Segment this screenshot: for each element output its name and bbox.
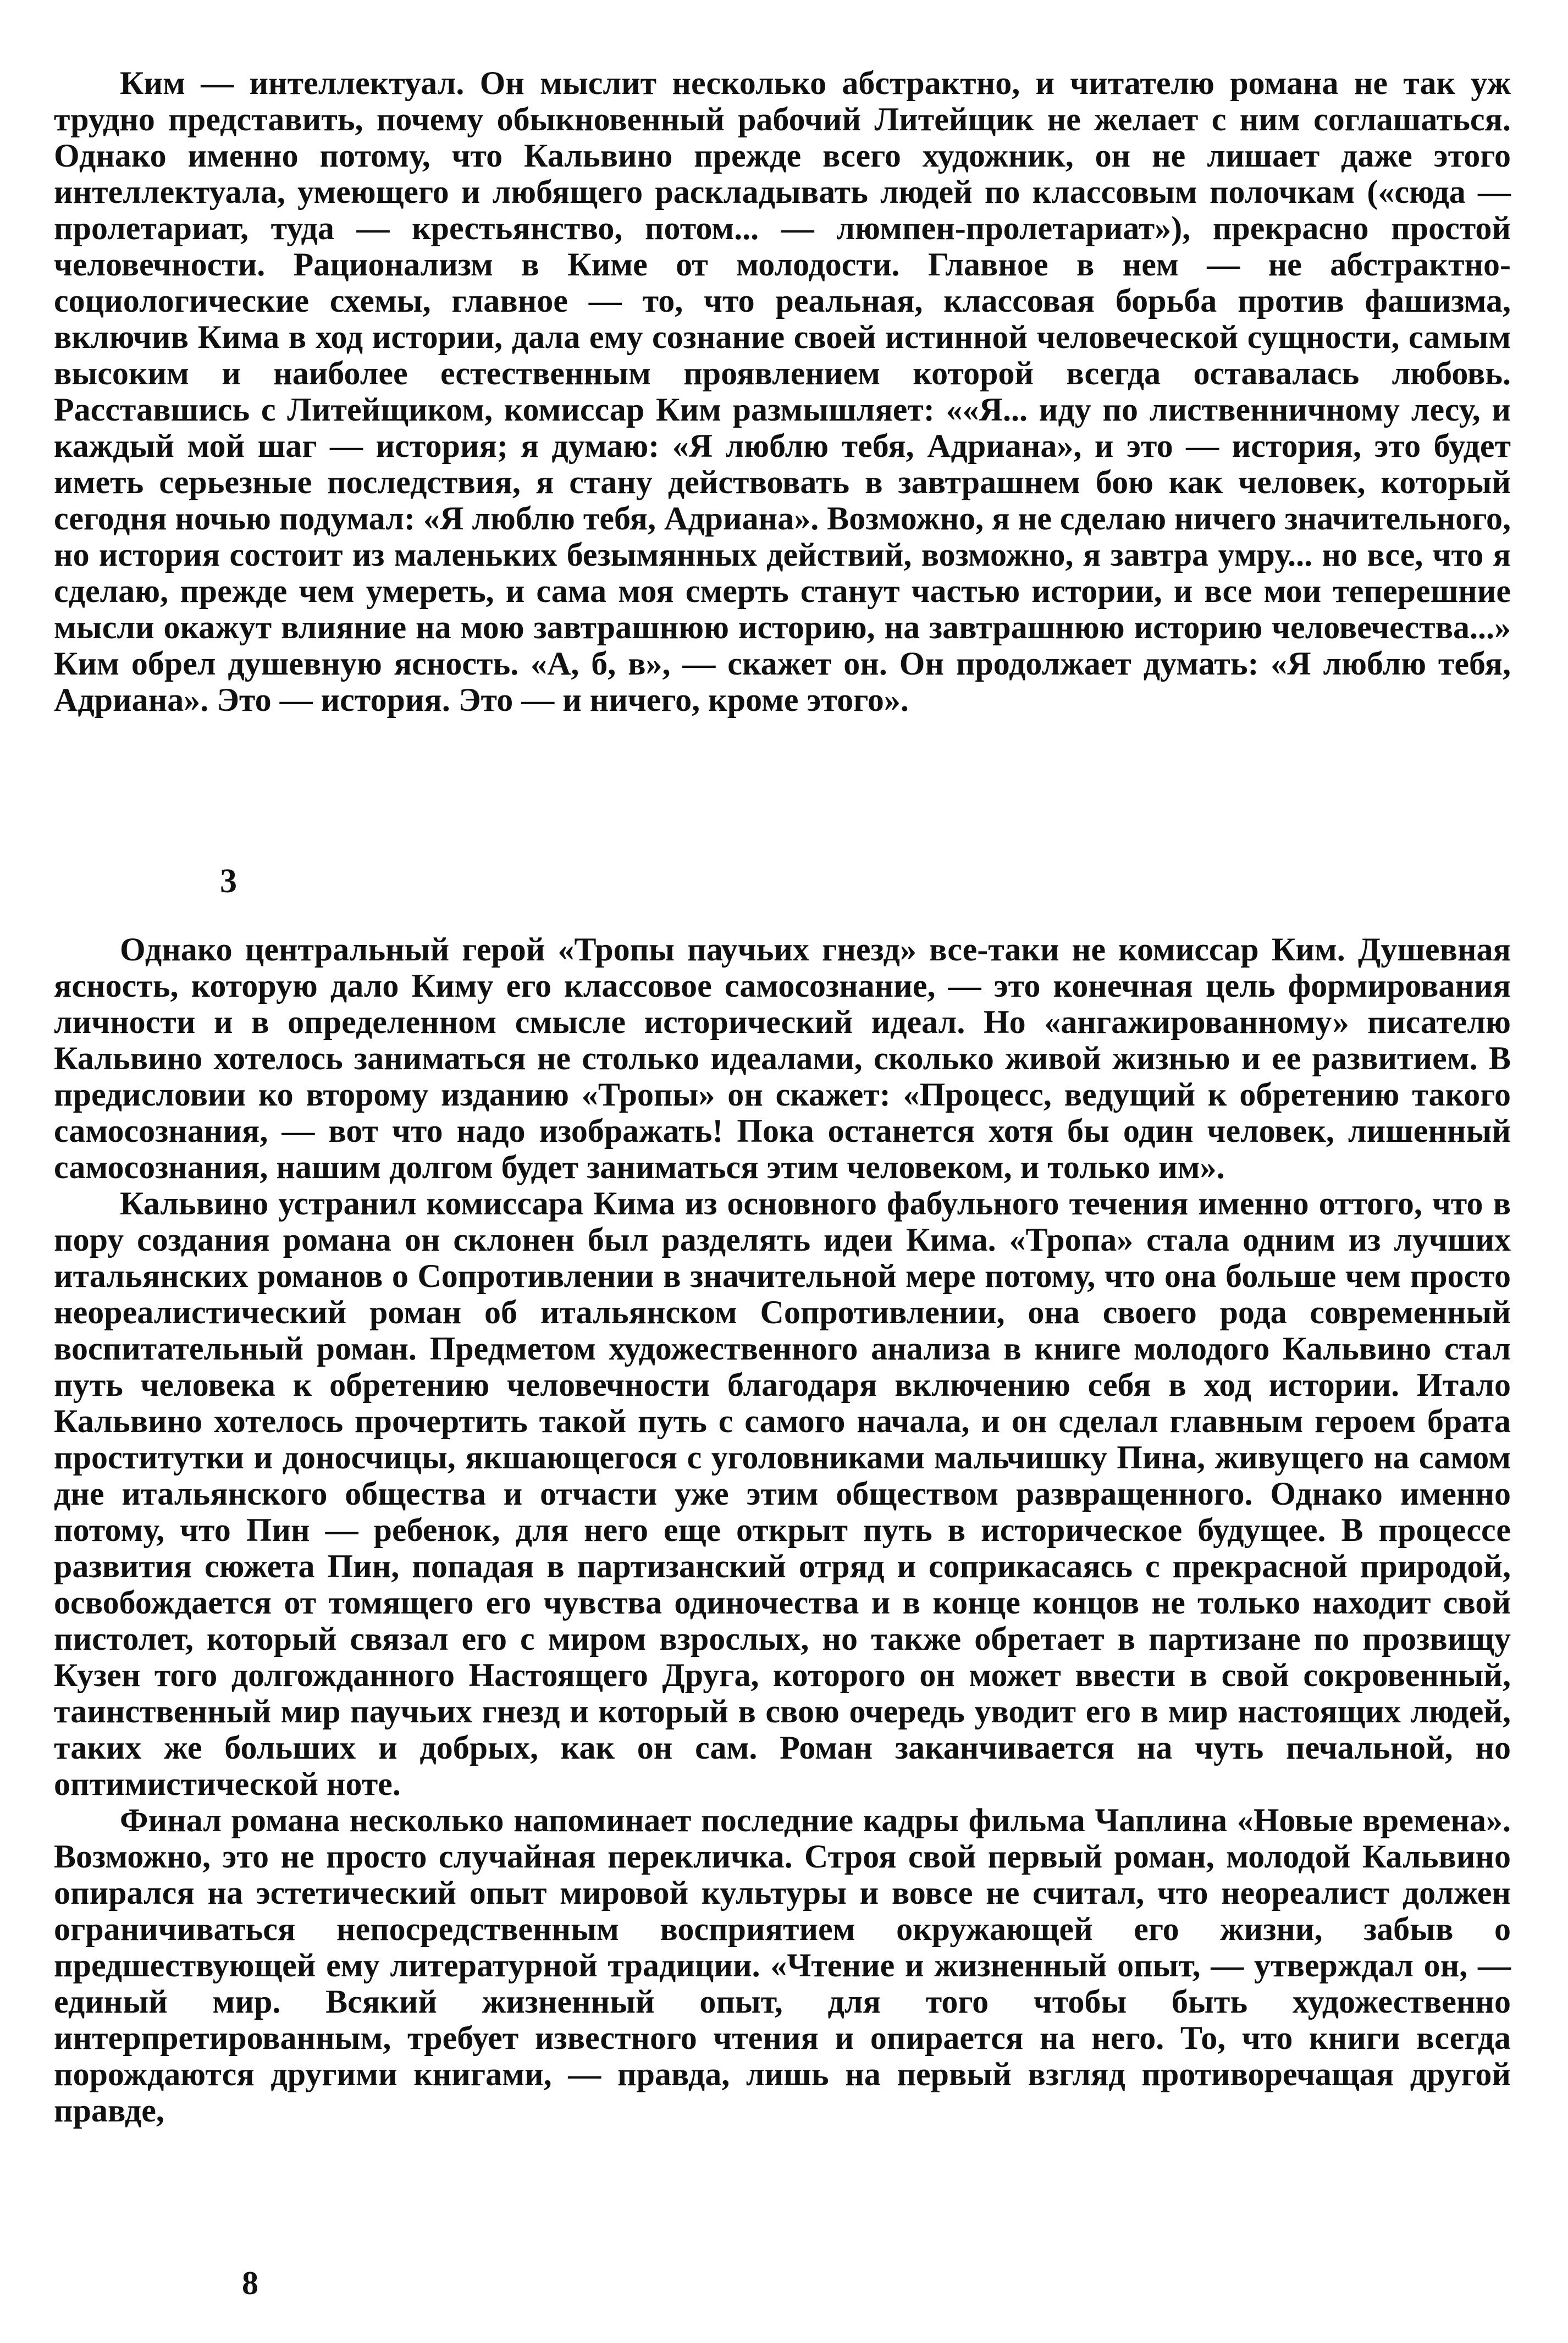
text-block-bottom bbox=[54, 931, 1511, 2129]
text-block-top bbox=[54, 65, 1511, 718]
paragraph: Однако центральный герой «Тропы паучьих гнезд» все-таки не комиссар Ким. Душевная ясность, которую дало Киму его классовое самосознание, — это конечная цель формирования личности и в определенном смысле исторический идеал. Но «ангажированному» писателю Кальвино хотелось заниматься не столько идеалами, сколько живой жизнью и ее развитием. В предисловии ко второму изданию «Тропы» он скажет: «Процесс, ведущий к обретению такого самосознания, — вот что надо изображать! Пока останется хотя бы один человек, лишенный самосознания, нашим долгом будет заниматься этим человеком, и только им». bbox=[54, 931, 1511, 1185]
page-number: 8 bbox=[242, 2265, 258, 2301]
paragraph: Кальвино устранил комиссара Кима из основного фабульного течения именно оттого, что в пору создания романа он склонен был разделять идеи Кима. «Тропа» стала одним из лучших итальянских романов о Сопротивлении в значительной мере потому, что она больше чем просто неореалистический роман об итальянском Сопротивлении, она своего рода современный воспитательный роман. Предметом художественного анализа в книге молодого Кальвино стал путь человека к обретению человечности благодаря включению себя в ход истории. Итало Кальвино хотелось прочертить такой путь с самого начала, и он сделал главным героем брата проститутки и доносчицы, якшающегося с уголовниками мальчишку Пина, живущего на самом дне итальянского общества и отчасти уже этим обществом развращенного. Однако именно потому, что Пин — ребенок, для него еще открыт путь в историческое будущее. В процессе развития сюжета Пин, попадая в партизанский отряд и соприкасаясь с прекрасной природой, освобождается от томящего его чувства одиночества и в конце концов не только находит свой пистолет, который связал его с миром взрослых, но также обретает в партизане по прозвищу Кузен того долгожданного Настоящего Друга, которого он может ввести в свой сокровенный, таинственный мир паучьих гнезд и который в свою очередь уводит его в мир настоящих людей, таких же больших и добрых, как он сам. Роман заканчивается на чуть печальной, но оптимистической ноте. bbox=[54, 1185, 1511, 1802]
paragraph: Ким — интеллектуал. Он мыслит несколько абстрактно, и читателю романа не так уж трудно представить, почему обыкновенный рабочий Литейщик не желает с ним соглашаться. Однако именно потому, что Кальвино прежде всего художник, он не лишает даже этого интеллектуала, умеющего и любящего раскладывать людей по классовым полочкам («сюда — пролетариат, туда — крестьянство, потом... — люмпен-пролетариат»), прекрасно простой человечности. Рационализм в Киме от молодости. Главное в нем — не абстрактно-социологические схемы, главное — то, что реальная, классовая борьба против фашизма, включив Кима в ход истории, дала ему сознание своей истинной человеческой сущности, самым высоким и наиболее естественным проявлением которой всегда оставалась любовь. Расставшись с Литейщиком, комиссар Ким размышляет: ««Я... иду по лиственничному лесу, и каждый мой шаг — история; я думаю: «Я люблю тебя, Адриана», и это — история, это будет иметь серьезные последствия, я стану действовать в завтрашнем бою как человек, который сегодня ночью подумал: «Я люблю тебя, Адриана». Возможно, я не сделаю ничего значительного, но история состоит из маленьких безымянных действий, возможно, я завтра умру... но все, что я сделаю, прежде чем умереть, и сама моя смерть станут частью истории, и все мои теперешние мысли окажут влияние на мою завтрашнюю историю, на завтрашнюю историю человечества...» Ким обрел душевную ясность. «А, б, в», — скажет он. Он продолжает думать: «Я люблю тебя, Адриана». Это — история. Это — и ничего, кроме этого». bbox=[54, 65, 1511, 718]
section-number: 3 bbox=[220, 863, 237, 900]
paragraph: Финал романа несколько напоминает последние кадры фильма Чаплина «Новые времена». Возможно, это не просто случайная перекличка. Строя свой первый роман, молодой Кальвино опирался на эстетический опыт мировой культуры и вовсе не считал, что неореалист должен ограничиваться непосредственным восприятием окружающей его жизни, забыв о предшествующей ему литературной традиции. «Чтение и жизненный опыт, — утверждал он, — единый мир. Всякий жизненный опыт, для того чтобы быть художественно интерпретированным, требует известного чтения и опирается на него. То, что книги всегда порождаются другими книгами, — правда, лишь на первый взгляд противоречащая другой правде, bbox=[54, 1802, 1511, 2129]
